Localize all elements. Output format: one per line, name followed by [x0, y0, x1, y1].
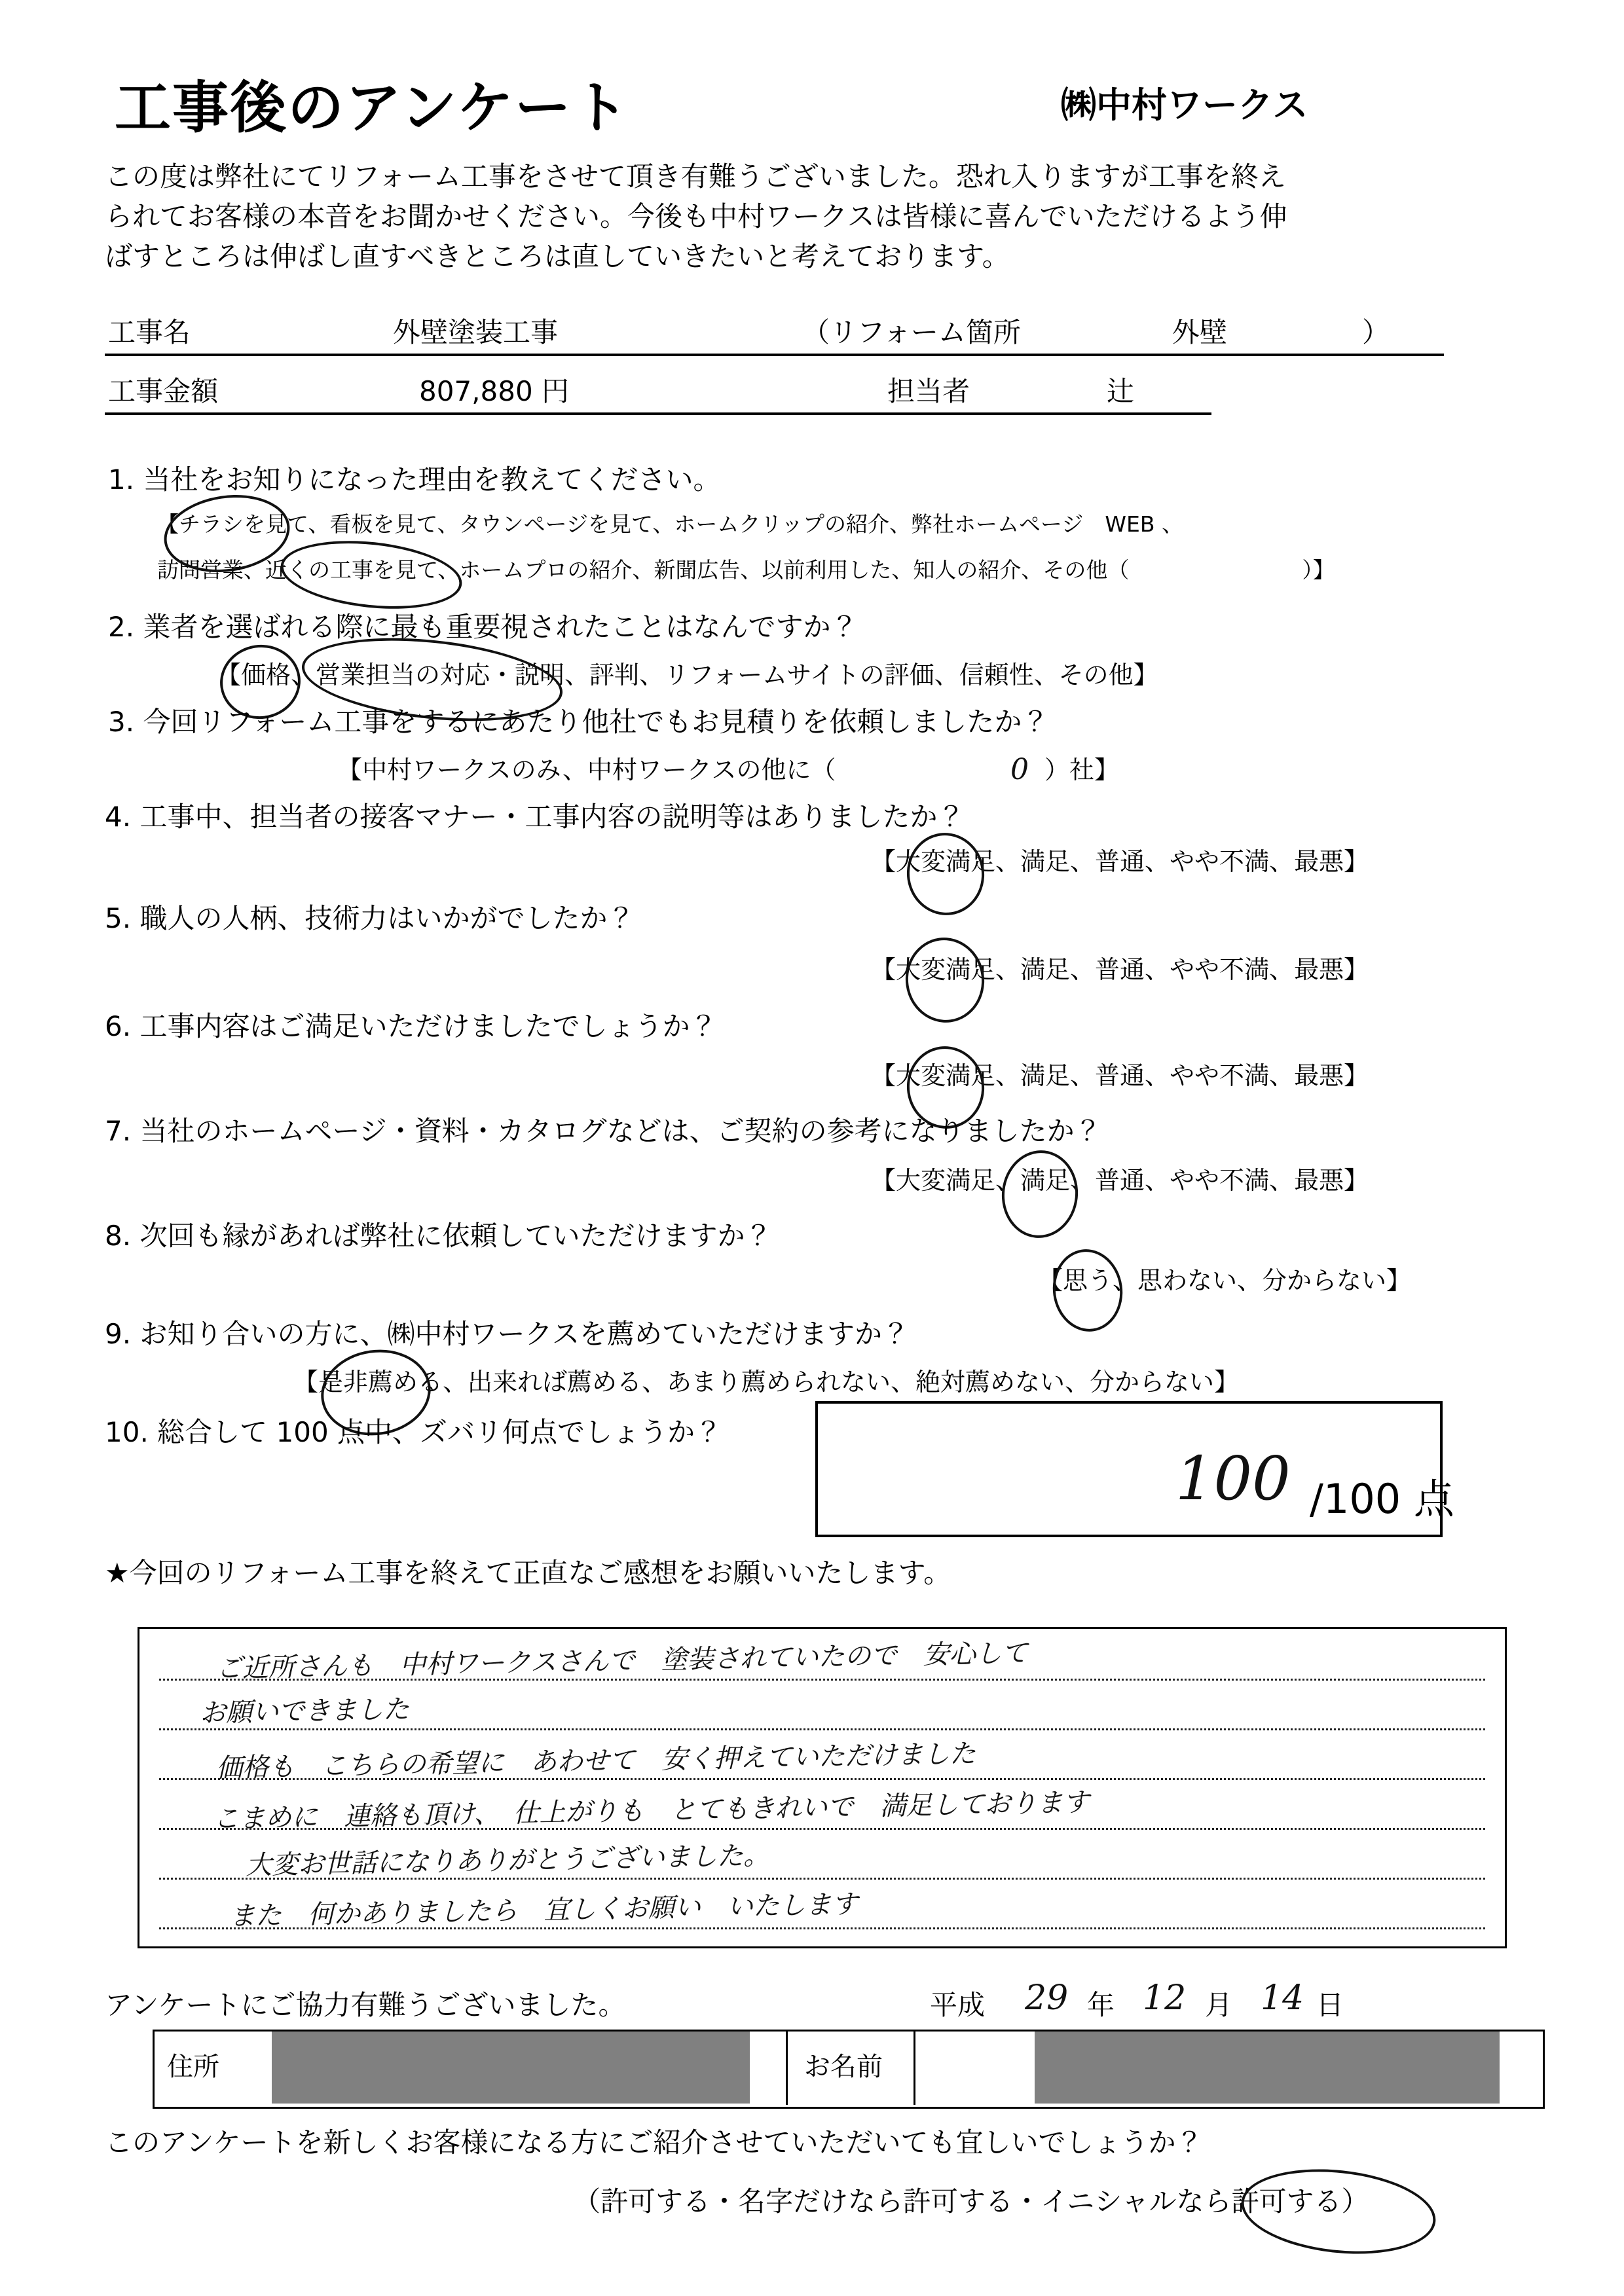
comment-line-1: ご近所さんも 中村ワークスさんで 塗装されていたので 安心して: [215, 1638, 1029, 1684]
permission-options[interactable]: （許可する・名字だけなら許可する・イニシャルなら許可する）: [573, 2185, 1369, 2217]
date-era-label: 平成: [930, 1989, 986, 2021]
permission-question: このアンケートを新しくお客様になる方にご紹介させていただいても宜しいでしょうか？: [105, 2126, 1204, 2159]
comment-line-3: 価格も こちらの希望に あわせて 安く押えていただけました: [215, 1738, 976, 1784]
rep-label: 担当者: [887, 375, 970, 407]
question-10-text: 総合して 100 点中、ズバリ何点でしょうか？: [157, 1416, 723, 1448]
question-1-text: 当社をお知りになった理由を教えてください。: [143, 464, 721, 496]
question-3-options-pre[interactable]: 【中村ワークスのみ、中村ワークスの他に（: [337, 756, 836, 784]
question-9-text: お知り合いの方に、㈱中村ワークスを薦めていただけますか？: [139, 1318, 910, 1350]
score-handwritten-value: 100: [1175, 1444, 1291, 1514]
company-name: ㈱中村ワークス: [1061, 84, 1308, 126]
question-7-options[interactable]: 【大変満足、満足、普通、やや不満、最悪】: [871, 1166, 1369, 1195]
intro-line-1: この度は弊社にてリフォーム工事をさせて頂き有難うございました。恐れ入りますが工事を終え: [105, 160, 1286, 192]
question-4-options[interactable]: 【大変満足、満足、普通、やや不満、最悪】: [871, 847, 1369, 876]
intro-line-3: ばすところは伸ばし直すべきところは直していきたいと考えております。: [105, 240, 1010, 272]
question-6: [105, 1005, 717, 1044]
reform-location-value: 外壁: [1172, 316, 1228, 348]
date-year-label: 年: [1087, 1989, 1115, 2021]
reform-location-close: ）: [1362, 316, 1390, 348]
work-name-value: 外壁塗装工事: [393, 316, 559, 348]
date-day-label: 日: [1316, 1989, 1344, 2021]
reform-location-label: （リフォーム箇所: [802, 316, 1021, 348]
date-month-value: 12: [1143, 1978, 1187, 2018]
question-2-text: 業者を選ばれる際に最も重要視されたことはなんですか？: [143, 611, 858, 643]
question-5-text: 職人の人柄、技術力はいかがでしたか？: [139, 902, 635, 934]
question-5-options[interactable]: 【大変満足、満足、普通、やや不満、最悪】: [871, 955, 1369, 984]
date-year-value: 29: [1025, 1978, 1069, 2018]
question-8-text: 次回も縁があれば弊社に依頼していただけますか？: [139, 1220, 773, 1252]
work-name-underline: [105, 354, 1444, 356]
comment-line-4: こまめに 連絡も頂け、 仕上がりも とてもきれいで 満足しております: [212, 1787, 1090, 1834]
intro-line-2: られてお客様の本音をお聞かせください。今後も中村ワークスは皆様に喜んでいただけるよう伸: [105, 200, 1287, 232]
question-6-options[interactable]: 【大変満足、満足、普通、やや不満、最悪】: [871, 1061, 1369, 1090]
name-label: お名前: [804, 2052, 883, 2082]
comment-line-6: また 何かありましたら 宜しくお願い いたします: [229, 1889, 858, 1932]
question-4-text: 工事中、担当者の接客マナー・工事内容の説明等はありましたか？: [139, 801, 965, 833]
question-2-number: 2.: [108, 611, 135, 643]
question-2: [108, 606, 858, 645]
table-divider: [786, 2030, 788, 2105]
comment-line-5: 大変お世話になりありがとうございました。: [245, 1840, 770, 1881]
question-1-options-line-2[interactable]: 訪問営業、近くの工事を見て、ホームプロの紹介、新聞広告、以前利用した、知人の紹介、その他（ ）】: [157, 557, 1335, 583]
comment-rule-2: [159, 1728, 1485, 1730]
question-3-handwritten-count: 0: [1010, 753, 1029, 786]
work-name-label: 工事名: [108, 316, 191, 348]
name-cell-divider: [913, 2030, 915, 2105]
question-9-options[interactable]: 【是非薦める、出来れば薦める、あまり薦められない、絶対薦めない、分からない】: [293, 1368, 1240, 1396]
footer-thanks: アンケートにご協力有難うございました。: [105, 1989, 626, 2021]
question-9-number: 9.: [105, 1318, 132, 1350]
question-7-text: 当社のホームページ・資料・カタログなどは、ご契約の参考になりましたか？: [139, 1115, 1102, 1147]
comment-line-2: お願いできました: [199, 1694, 410, 1729]
amount-underline: [105, 412, 1211, 415]
question-4: [105, 795, 965, 835]
question-3-text: 今回リフォーム工事をするにあたり他社でもお見積りを依頼しましたか？: [143, 706, 1050, 738]
question-4-number: 4.: [105, 801, 132, 833]
question-8-number: 8.: [105, 1220, 132, 1252]
date-month-label: 月: [1205, 1989, 1233, 2021]
question-1-number: 1.: [108, 464, 135, 496]
question-7: [105, 1110, 1102, 1149]
question-9: [105, 1313, 910, 1352]
question-8-options[interactable]: 【思う、思わない、分からない】: [1038, 1266, 1412, 1295]
question-2-options[interactable]: 【価格、営業担当の対応・説明、評判、リフォームサイトの評価、信頼性、その他】: [216, 661, 1158, 689]
name-redaction-bar: [1035, 2032, 1500, 2104]
question-5-number: 5.: [105, 902, 132, 934]
question-1-options-line-1[interactable]: 【チラシを見て、看板を見て、タウンページを見て、ホームクリップの紹介、弊社ホームページ WEB 、: [157, 511, 1183, 537]
question-3-number: 3.: [108, 706, 135, 738]
question-10: [105, 1411, 722, 1450]
question-3: [108, 701, 1049, 740]
question-5: [105, 897, 635, 936]
question-1: [108, 458, 720, 498]
question-6-text: 工事内容はご満足いただけましたでしょうか？: [139, 1010, 718, 1042]
amount-label: 工事金額: [108, 375, 219, 407]
amount-value: 807,880 円: [419, 375, 570, 407]
address-redaction-bar: [272, 2032, 750, 2104]
page-title: 工事後のアンケート: [115, 75, 630, 141]
intro-paragraph: [105, 157, 1539, 277]
address-label: 住所: [167, 2052, 219, 2082]
date-day-value: 14: [1261, 1978, 1304, 2018]
comment-prompt: ★今回のリフォーム工事を終えて正直なご感想をお願いいたします。: [105, 1557, 951, 1589]
score-suffix: /100 点: [1310, 1475, 1454, 1523]
rep-value: 辻: [1107, 375, 1135, 407]
question-7-number: 7.: [105, 1115, 132, 1147]
question-3-options-post[interactable]: ）社】: [1044, 756, 1120, 784]
question-10-number: 10.: [105, 1416, 149, 1448]
question-8: [105, 1214, 772, 1254]
question-6-number: 6.: [105, 1010, 132, 1042]
